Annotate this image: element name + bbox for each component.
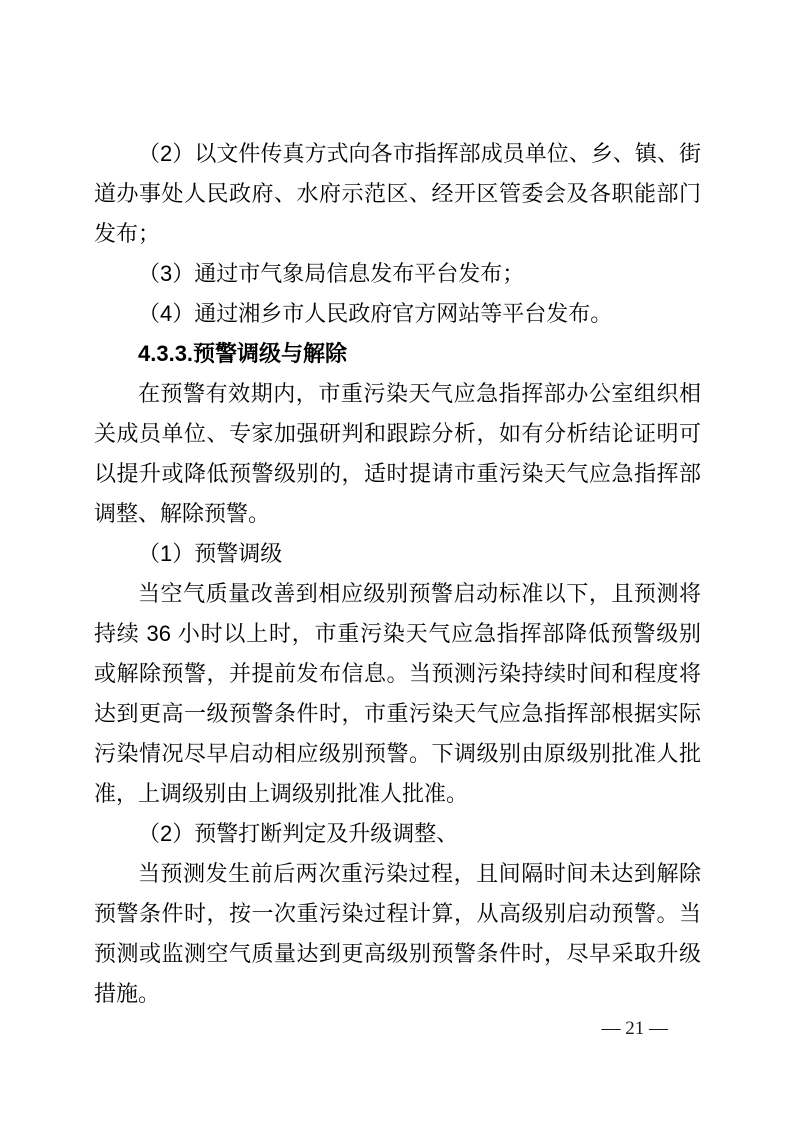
section-heading-4-3-3: 4.3.3.预警调级与解除 xyxy=(138,341,348,366)
paragraph-list-item-3: （3）通过市气象局信息发布平台发布； xyxy=(138,261,525,286)
paragraph-subitem-2: （2）预警打断判定及升级调整、 xyxy=(138,821,459,846)
page-number: — 21 — xyxy=(601,1018,668,1039)
paragraph-list-item-2: （2）以文件传真方式向各市指挥部成员单位、乡、镇、街道办事处人民政府、水府示范区、经开区管委会及各职能部门发布； xyxy=(94,141,701,246)
paragraph-body-3: 当预测发生前后两次重污染过程，且间隔时间未达到解除预警条件时，按一次重污染过程计算，从高级别启动预警。当预测或监测空气质量达到更高级别预警条件时，尽早采取升级措施。 xyxy=(94,861,701,1006)
paragraph-body-1: 在预警有效期内，市重污染天气应急指挥部办公室组织相关成员单位、专家加强研判和跟踪分析，如有分析结论证明可以提升或降低预警级别的，适时提请市重污染天气应急指挥部调整、解除预警。 xyxy=(94,381,701,526)
paragraph-list-item-4: （4）通过湘乡市人民政府官方网站等平台发布。 xyxy=(138,301,613,326)
paragraph-subitem-1: （1）预警调级 xyxy=(138,541,283,566)
document-body xyxy=(94,134,701,1014)
paragraph-body-2: 当空气质量改善到相应级别预警启动标准以下，且预测将持续 36 小时以上时，市重污染天气应急指挥部降低预警级别或解除预警，并提前发布信息。当预测污染持续时间和程度将达到更高一级预警条件时，市重污染天气应急指挥部根据实际污染情况尽早启动相应级别预警。下调级别由原级别批准人批准，上调级别由上调级别批准人批准。 xyxy=(94,581,701,806)
